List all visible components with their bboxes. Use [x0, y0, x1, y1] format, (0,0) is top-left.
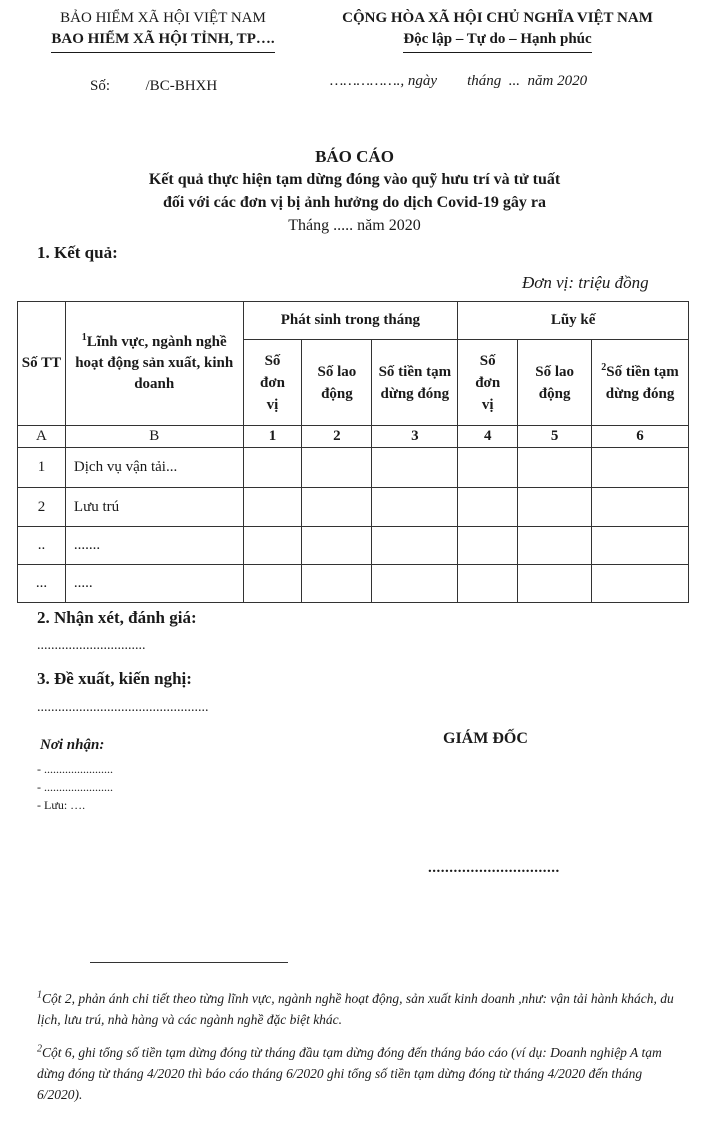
recipient-item: - Lưu: ….: [37, 798, 86, 812]
signer-title: GIÁM ĐỐC: [443, 730, 528, 747]
empty-cell: [372, 565, 458, 603]
header-labor-cumulative: Số lao động: [518, 340, 592, 426]
index-row: [18, 426, 689, 448]
footnote-1-marker: 1: [37, 989, 42, 1001]
recipients-label: Nơi nhận:: [40, 737, 105, 753]
index-cell: 2: [302, 426, 372, 448]
footnote-1: [37, 988, 677, 1030]
table-row: [18, 488, 689, 527]
recipient-item: - .......................: [37, 762, 113, 776]
header-money-monthly: Số tiền tạm dừng đóng: [372, 340, 458, 426]
issuing-agency: [18, 8, 308, 53]
footnote-2-marker: 2: [37, 1043, 42, 1055]
document-number: [90, 78, 217, 95]
header-field-text: Lĩnh vực, ngành nghề hoạt động sản xuất, kinh doanh: [75, 334, 234, 392]
recipient-item: - .......................: [37, 780, 113, 794]
index-cell: 1: [243, 426, 302, 448]
index-cell: 5: [518, 426, 592, 448]
header-stt: Số TT: [18, 302, 66, 426]
header-group-cumulative: Lũy kế: [458, 302, 689, 340]
header-group-monthly: Phát sinh trong tháng: [243, 302, 458, 340]
row-stt: 1: [18, 448, 66, 488]
header-field-footnote-ref: 1: [81, 332, 87, 343]
empty-cell: [243, 527, 302, 565]
empty-cell: [372, 448, 458, 488]
empty-cell: [592, 565, 689, 603]
header-labor-monthly: Số lao động: [302, 340, 372, 426]
table-row: [18, 527, 689, 565]
motto-line: [300, 29, 695, 53]
row-stt: ...: [18, 565, 66, 603]
header-money-cumulative: [592, 340, 689, 426]
empty-cell: [372, 527, 458, 565]
empty-cell: [302, 448, 372, 488]
report-period: Tháng ..... năm 2020: [288, 217, 421, 234]
empty-cell: [518, 565, 592, 603]
agency-local-text: BAO HIỂM XÃ HỘI TỈNH, TP….: [51, 29, 274, 53]
document-number-label: Số:: [90, 78, 111, 94]
index-cell: 4: [458, 426, 518, 448]
empty-cell: [243, 488, 302, 527]
row-stt: 2: [18, 488, 66, 527]
footnote-2: [37, 1042, 677, 1105]
national-motto: [300, 8, 695, 53]
signer-name-placeholder: ...............................: [428, 860, 560, 876]
index-cell: 3: [372, 426, 458, 448]
empty-cell: [302, 488, 372, 527]
empty-cell: [518, 488, 592, 527]
section-2-content: ...............................: [37, 638, 146, 653]
empty-cell: [243, 565, 302, 603]
footnote-2-text: Cột 6, ghi tổng số tiền tạm dừng đóng từ tháng đầu tạm dừng đóng đến tháng báo cáo (ví dụ: Doanh nghiệp A tạm dừng đóng từ tháng 4/2020 thì báo cáo tháng 6/2020 ghi tổng số tiền tạm dừng đóng từ tháng 4/2020 đến tháng 6/2020).: [37, 1045, 662, 1102]
results-table: [17, 301, 689, 603]
agency-local: [18, 29, 308, 53]
row-field: .....: [65, 565, 243, 603]
agency-parent: BẢO HIỂM XÃ HỘI VIỆT NAM: [60, 10, 266, 26]
motto-text: Độc lập – Tự do – Hạnh phúc: [403, 29, 591, 53]
section-3-heading: 3. Đề xuất, kiến nghị:: [37, 669, 192, 688]
report-title-block: [0, 145, 709, 237]
row-field: .......: [65, 527, 243, 565]
footnote-separator: [90, 962, 288, 963]
section-3-content: .................................................: [37, 700, 209, 715]
empty-cell: [458, 448, 518, 488]
report-title: BÁO CÁO: [315, 147, 394, 166]
empty-cell: [592, 527, 689, 565]
row-field: Dịch vụ vận tải...: [65, 448, 243, 488]
empty-cell: [592, 448, 689, 488]
header-field: [65, 302, 243, 426]
empty-cell: [458, 488, 518, 527]
table-row: [18, 565, 689, 603]
report-subtitle-2: đối với các đơn vị bị ảnh hưởng do dịch Covid-19 gây ra: [163, 194, 546, 211]
empty-cell: [302, 527, 372, 565]
empty-cell: [458, 565, 518, 603]
row-stt: ..: [18, 527, 66, 565]
empty-cell: [302, 565, 372, 603]
table-row: [18, 448, 689, 488]
empty-cell: [372, 488, 458, 527]
index-cell: B: [65, 426, 243, 448]
empty-cell: [518, 527, 592, 565]
header-units-monthly: Số đơn vị: [243, 340, 302, 426]
recipients-list: [37, 760, 113, 814]
empty-cell: [243, 448, 302, 488]
footnote-1-text: Cột 2, phản ánh chi tiết theo từng lĩnh vực, ngành nghề hoạt động, sản xuất kinh doanh ,như: vận tải hành khách, du lịch, lưu trú, nhà hàng và các ngành nghề đặc biệt khác.: [37, 991, 674, 1027]
index-cell: 6: [592, 426, 689, 448]
date-line: ……………., ngày tháng ... năm 2020: [330, 73, 588, 89]
empty-cell: [458, 527, 518, 565]
unit-note: Đơn vị: triệu đồng: [522, 273, 649, 292]
document-number-code: /BC-BHXH: [145, 78, 218, 94]
index-cell: A: [18, 426, 66, 448]
country-name: CỘNG HÒA XÃ HỘI CHỦ NGHĨA VIỆT NAM: [342, 10, 653, 26]
empty-cell: [592, 488, 689, 527]
report-subtitle-1: Kết quả thực hiện tạm dừng đóng vào quỹ hưu trí và tử tuất: [148, 171, 561, 188]
section-2-heading: 2. Nhận xét, đánh giá:: [37, 608, 197, 627]
header-money-cumulative-text: Số tiền tạm dừng đóng: [605, 363, 679, 402]
header-money-footnote-ref: 2: [601, 361, 607, 373]
section-1-heading: 1. Kết quả:: [37, 243, 118, 262]
row-field: Lưu trú: [65, 488, 243, 527]
header-units-cumulative: Số đơn vị: [458, 340, 518, 426]
empty-cell: [518, 448, 592, 488]
